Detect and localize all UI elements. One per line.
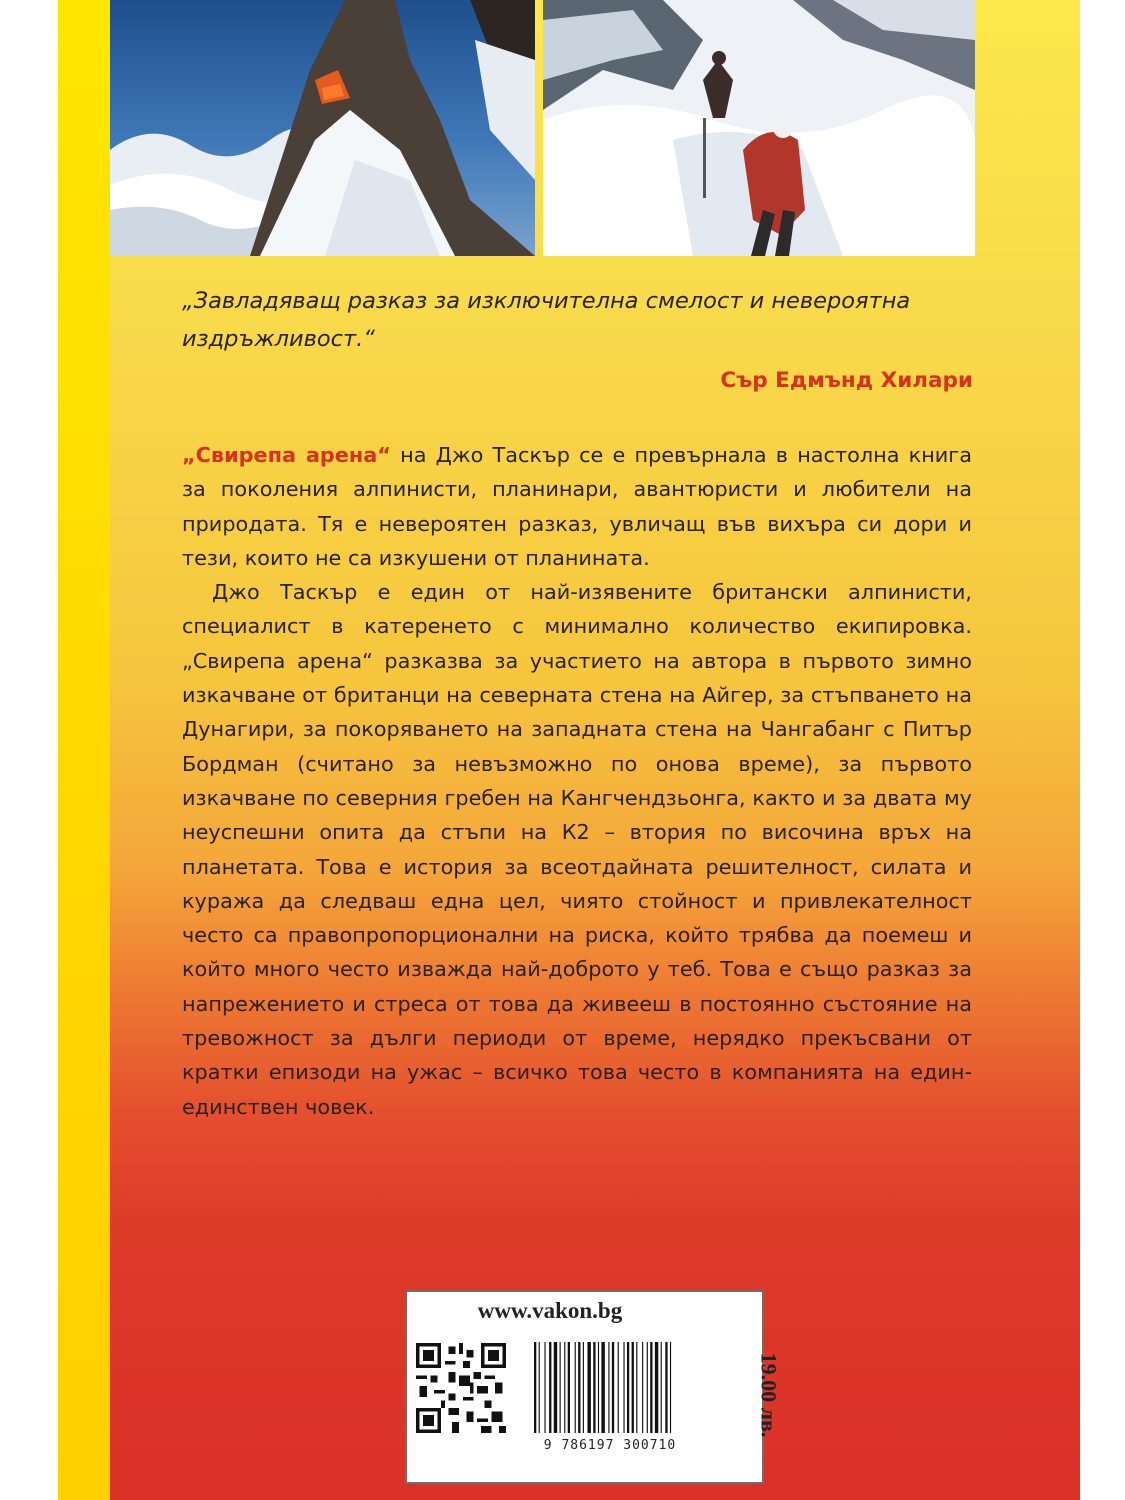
snow-climbers-photo <box>543 0 975 256</box>
barcode-bar <box>598 1342 599 1433</box>
book-title-highlight: „Свирепа арена“ <box>182 443 391 467</box>
publisher-url: www.vakon.bg <box>477 1298 623 1323</box>
barcode-bar <box>564 1342 565 1433</box>
barcode-bar <box>568 1342 570 1433</box>
barcode-bar <box>655 1342 658 1433</box>
barcode-bar <box>583 1342 584 1433</box>
barcode-bar <box>593 1342 595 1433</box>
qr-code-icon <box>416 1343 506 1433</box>
barcode-bar <box>650 1342 652 1433</box>
isbn-number: 9 786197 300710 <box>543 1438 677 1453</box>
quote-author: Сър Едмънд Хилари <box>720 368 973 393</box>
barcode-bar <box>636 1342 637 1433</box>
barcode-bar <box>587 1342 590 1433</box>
price-label: 19.00 лв. <box>756 1352 782 1438</box>
barcode-bar <box>665 1342 667 1433</box>
barcode-bar <box>632 1342 634 1433</box>
barcode-bar <box>608 1342 609 1433</box>
book-spine <box>58 0 110 1500</box>
barcode-bar <box>575 1342 576 1433</box>
barcode-bar <box>560 1342 561 1433</box>
barcode-bar <box>647 1342 648 1433</box>
barcode-bar <box>661 1342 662 1433</box>
barcode-bar <box>642 1342 643 1433</box>
description-paragraph <box>182 438 972 575</box>
barcode-bar <box>612 1342 614 1433</box>
barcode-bar <box>670 1342 671 1433</box>
barcode-bar <box>623 1342 624 1433</box>
barcode-bar <box>534 1342 536 1433</box>
barcode-bar <box>578 1342 580 1433</box>
endorsement-quote: „Завладяващ разказ за изключителна смелост и невероятна издръжливост.“ <box>182 288 911 352</box>
mountain-camp-photo <box>110 0 535 256</box>
paragraph-text: на Джо Таскър се е превърнала в настолна книга за поколения алпинисти, планинари, авантюристи и любители на природата. Тя е невероятен разказ, увличащ във вихъра си дори и тези, които не са изкушени от планината. <box>182 443 972 570</box>
barcode-bar <box>601 1342 604 1433</box>
barcode-bar <box>554 1342 557 1433</box>
book-description <box>182 438 972 1124</box>
barcode-icon <box>530 1340 695 1435</box>
barcode-bar <box>539 1342 540 1433</box>
barcode-bar <box>544 1342 545 1433</box>
cover-photos <box>110 0 975 256</box>
barcode-bar <box>618 1342 619 1433</box>
description-paragraph: Джо Таскър е един от най-изявените британски алпинисти, специалист в катеренето с минимално количество екипировка. „Свирепа арена“ разказва за участието на автора в първото зимно изкачване от британци на северната стена на Айгер, за стъпването на Дунагири, за покоряването на западната стена на Чангабанг с Питър Бордман (считано за невъзможно по онова време), за първото изкачване по северния гребен на Кангчендзьонга, както и за двата му неуспешни опита да стъпи на К2 – втория по височина връх на планетата. Това е история за всеотдайната решителност, силата и куража да следваш една цел, чиято стойност и привлекателност често са правопропорционални на риска, който трябва да поемеш и който много често изважда най-доброто у теб. Това е също разказ за напрежението и стреса от това да живееш в постоянно състояние на тревожност за дълги периоди от време, нерядко прекъсвани от кратки епизоди на ужас – всичко това често в компанията на един-единствен човек. <box>182 580 972 1119</box>
barcode-bar <box>627 1342 629 1433</box>
barcode-bar <box>549 1342 551 1433</box>
